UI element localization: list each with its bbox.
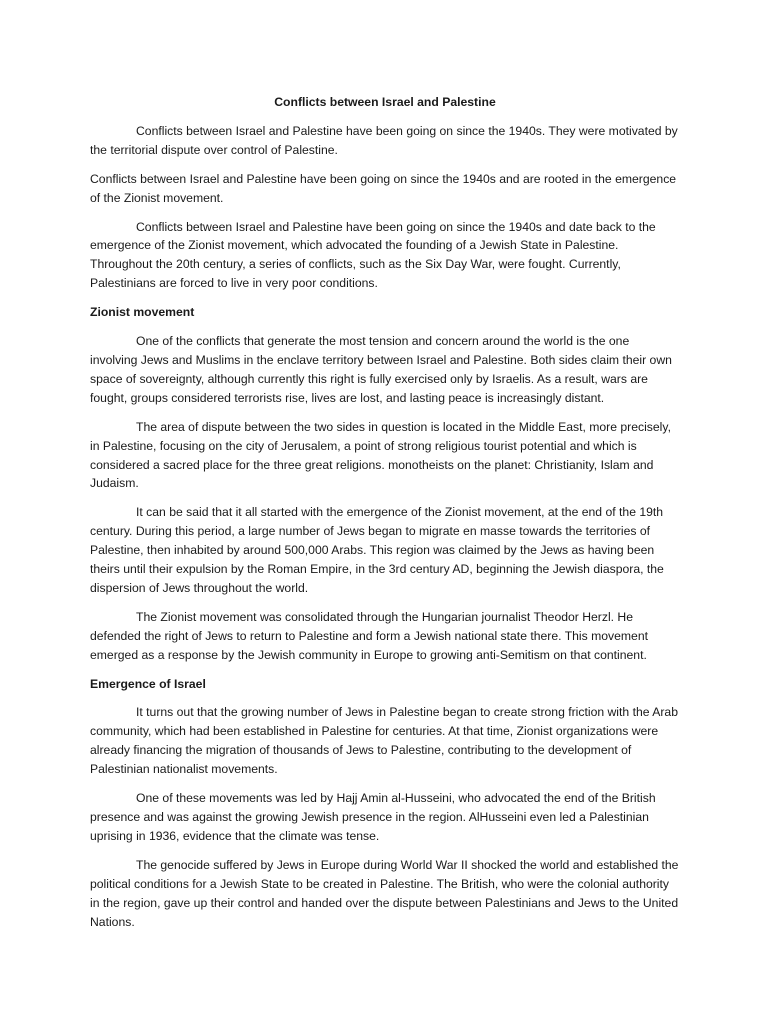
paragraph: Conflicts between Israel and Palestine have been going on since the 1940s and are rooted in the emergence of the Zionist movement. [90, 171, 677, 205]
paragraph: One of these movements was led by Hajj Amin al-Husseini, who advocated the end of the British presence and was against the growing Jewish presence in the region. AlHusseini even led a Palestinian uprising in 1936, evidence that the climate was tense. [90, 791, 656, 843]
document-title: Conflicts between Israel and Palestine [274, 95, 496, 109]
section-heading-emergence-of-israel: Emergence of Israel [90, 676, 206, 691]
paragraph: It can be said that it all started with the emergence of the Zionist movement, at the end of the 19th century. During this period, a large number of Jews began to migrate en masse towards the territories of Palestine, then inhabited by around 500,000 Arabs. This region was claimed by the Jews as having been theirs until their expulsion by the Roman Empire, in the 3rd century AD, beginning the Jewish diaspora, the dispersion of Jews throughout the world. [90, 505, 664, 595]
paragraph: The area of dispute between the two sides in question is located in the Middle East, more precisely, in Palestine, focusing on the city of Jerusalem, a point of strong religious tourist potential and which is considered a sacred place for the three great religions. monotheists on the planet: Christianity, Islam and Judaism. [90, 419, 671, 491]
paragraph: One of the conflicts that generate the most tension and concern around the world is the one involving Jews and Muslims in the enclave territory between Israel and Palestine. Both sides claim their own space of sovereignty, although currently this right is fully exercised only by Israelis. As a result, wars are fought, groups considered terrorists rise, lives are lost, and lasting peace is increasingly distant. [90, 334, 672, 405]
document-page [90, 93, 680, 941]
paragraph: The genocide suffered by Jews in Europe during World War II shocked the world and established the political conditions for a Jewish State to be created in Palestine. The British, who were the colonial authority in the region, gave up their control and handed over the dispute between Palestinians and Jews to the United Nations. [90, 857, 679, 929]
paragraph: Conflicts between Israel and Palestine have been going on since the 1940s. They were motivated by the territorial dispute over control of Palestine. [90, 123, 678, 157]
section-heading-zionist-movement: Zionist movement [90, 305, 195, 320]
paragraph: Conflicts between Israel and Palestine have been going on since the 1940s and date back to the emergence of the Zionist movement, which advocated the founding of a Jewish State in Palestine. Throughout the 20th century, a series of conflicts, such as the Six Day War, were fought. Currently, Palestinians are forced to live in very poor conditions. [90, 219, 656, 291]
paragraph: It turns out that the growing number of Jews in Palestine began to create strong friction with the Arab community, which had been established in Palestine for centuries. At that time, Zionist organizations were already financing the migration of thousands of Jews to Palestine, contributing to the development of Palestinian nationalist movements. [90, 705, 678, 777]
paragraph: The Zionist movement was consolidated through the Hungarian journalist Theodor Herzl. He defended the right of Jews to return to Palestine and form a Jewish national state there. This movement emerged as a response by the Jewish community in Europe to growing anti-Semitism on that continent. [90, 609, 649, 662]
